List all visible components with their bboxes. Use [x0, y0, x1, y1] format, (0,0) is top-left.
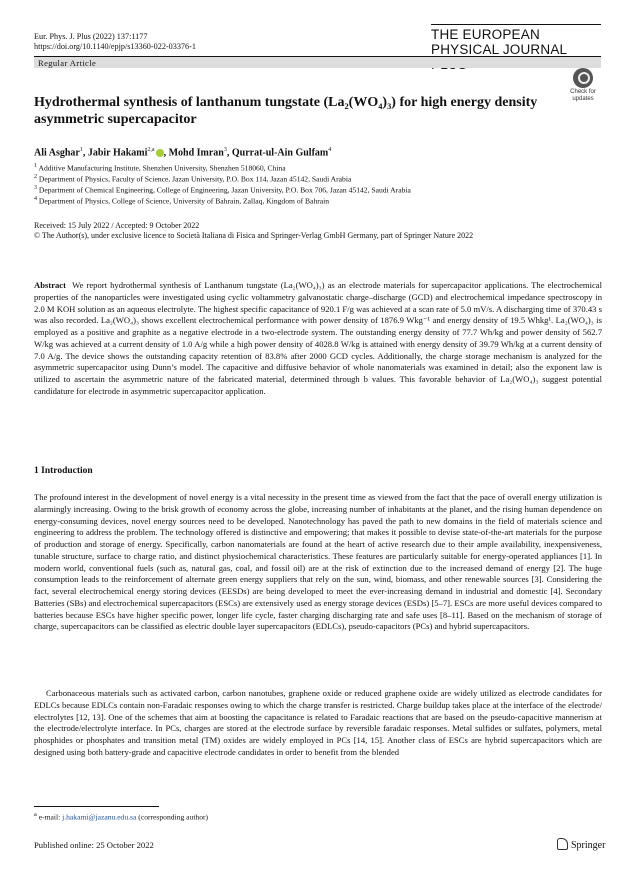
check-updates-label: [565, 89, 601, 102]
journal-name-line1: THE EUROPEAN: [431, 27, 540, 42]
author-sup: 4: [328, 147, 332, 153]
journal-citation: [34, 32, 196, 52]
article-dates: [34, 221, 473, 241]
affiliation: [34, 184, 411, 195]
abstract-label: Abstract: [34, 280, 66, 290]
article-type: Regular Article: [38, 58, 97, 68]
affil-num: 2: [34, 174, 37, 181]
check-updates-l2: updates: [572, 95, 594, 102]
abstract: [34, 280, 602, 398]
publisher-name: Springer: [571, 840, 606, 851]
abstract-text: We report hydrothermal synthesis of Lanthanum tungstate (La₂(WO₄)₃) as an electrode materials for supercapacitor applications. The electrochemical properties of the nanoparticles were investigated using cyclic voltammetry galvanostatic charge–discharge (GCD) and electrochemical impedance spectroscopy in 2.0 M KOH solution as an aqueous electrolyte. The highest specific capacitance of 920.1 F/g was achieved at a scan rate of 5.0 mV/s. A discharging time of 370.43 s was also recorded. La₂(WO₄)₃ shows excellent electrochemical performance with power density of 1876.9 Wkg⁻¹ and energy density of 19.5 Whkg¹. La₂(WO₄)₃ is employed as a positive and graphite as a negative electrode in a two-electrode system. The outstanding energy density of 77.7 Wh/kg and power density of 562.7 W/kg was achieved at a current density of 1.0 A/g while a high power density of 4028.8 W/kg is attained with energy density of 39.79 Wh/kg at a current density of 7.0 A/g. The device shows the outstanding capacity retention of 83.8% after 2000 GCD cycles. Additionally, the charge storage mechanism is analyzed for the asymmetric supercapacitor using Dunn’s model. The capacitive and diffusive behavior of whole nanomaterials was examined in detail; also the exponent law is utilized to ascertain the asymmetric nature of the fabricated material, determined through b values. This favorable behavior of La₂(WO₄)₃ suggest potential candidature for electrode in asymmetric supercapacitor application.: [34, 280, 602, 396]
journal-name-line2: PHYSICAL JOURNAL: [431, 42, 567, 57]
affiliation: [34, 173, 411, 184]
affil-text: Department of Chemical Engineering, College of Engineering, Jazan University, P.O. Box 706, Jazan 45142, Saudi Arabia: [38, 185, 411, 195]
affil-text: Additive Manufacturing Institute, Shenzhen University, Shenzhen 518060, China: [38, 163, 286, 173]
affil-num: 3: [34, 185, 37, 192]
footnote-prefix: e-mail:: [36, 812, 63, 822]
received-accepted: Received: 15 July 2022 / Accepted: 9 October 2022: [34, 221, 200, 230]
affiliation: [34, 162, 411, 173]
intro-paragraph-2: Carbonaceous materials such as activated carbon, carbon nanotubes, graphene oxide or reduced graphene oxide are widely utilized as electrode candidates for EDLCs because EDLCs contain non-Faradaic responses owing to which the charge transfer is restricted. Charge buildup takes place at the interface of the electrode/ electrolytes [12, 13]. One of the schemes that aim at boosting the capacitance is related to Faradaic reactions that are based on the pseudo-capacitive mannerism at the electrode/electrolyte interface. In PCs, charges are stored at the electrode surface by reversible faradaic responses. Metal sulfides or sulfates, polymers, metal phosphides or phosphates and transition metal (TM) oxides are widely employed in PCs [14, 15]. Another class of ESCs are hybrid supercapacitors which are designed using both battery-grade and capacitive electrode candidates in order to benefit from the blended: [34, 688, 602, 757]
intro-paragraph-1: The profound interest in the development of novel energy is a vital necessity in the present time as viewed from the fact that the pace of overall energy utilization is alarmingly increasing. Owing to the brisk growth of economy across the globe, increasing number of inhabitants at the planet, and the rising human dependence on energy-consuming devices, novel energy sources need to be developed. Nanotechnology has paved the path to new domains in the field of materials science and engineering to address the problem. The technology offered is distinctive and empowering; that makes it possible to devise state-of-the-art materials for the purpose of production and storage of energy. Specifically, carbon nanomaterials are found at the heart of active research due to their ample availability, inexpensiveness, tunable structure, surface to charge ratio, and distinct physiochemical characteristics. These features are particularly suitable for energy-operated appliances [1]. In modern world, conventional fuels (such as, natural gas, coal, and fossil oil) are at the risk of extinction due to the increased demand of energy [2]. The huge consumption leads to the reinforcement of alternate green energy suppliers that rely on the sun, wind, biomass, and other renewable sources [3]. Considering the fact, several electrochemical energy storing devices (EESDs) are being developed to meet the ever-increasing demand in industrial and domestic [4]. Secondary Batteries (SBs) and electrochemical supercapacitors (ESCs) are extensively used as energy storage devices (ESDs) [5–7]. ESCs are more useful devices compared to batteries because ESCs have higher specific power, longer life cycle, faster charging discharging rate and safe uses [8–11]. Based on the mechanism of storage of charge, supercapacitors can be classified as electric double layer supercapacitors (EDLCs), pseudo-capacitors (PCs) and hybrid supercapacitors.: [34, 492, 602, 632]
footnote-rule: [34, 806, 159, 807]
author-name[interactable]: Qurrat-ul-Ain Gulfam: [231, 147, 329, 159]
author-name[interactable]: Ali Asghar: [34, 147, 80, 159]
affil-num: 1: [34, 163, 37, 169]
publisher-logo: [557, 838, 605, 851]
affil-text: Department of Physics, College of Science, University of Bahrain, Zallaq, Kingdom of Bahrain: [38, 196, 330, 206]
affil-num: 4: [34, 196, 37, 203]
springer-horse-icon: [557, 838, 568, 850]
footnote-suffix: (corresponding author): [136, 812, 209, 822]
check-updates-l1: Check for: [570, 89, 596, 95]
author-sup: 1: [79, 147, 83, 153]
affiliation: [34, 195, 411, 206]
check-for-updates-button[interactable]: [565, 68, 601, 104]
article-type-bar: [34, 57, 601, 68]
author-name[interactable]: Jabir Hakami: [87, 147, 148, 159]
published-date: Published online: 25 October 2022: [34, 840, 154, 850]
footnote-marker: a: [34, 811, 37, 818]
author-name[interactable]: Mohd Imran: [168, 147, 224, 159]
footnote: [34, 811, 208, 822]
check-updates-icon: [573, 68, 593, 88]
citation-line: Eur. Phys. J. Plus (2022) 137:1177: [34, 32, 148, 41]
email-link[interactable]: j.hakami@jazanu.edu.sa: [62, 812, 137, 822]
author-list: Ali Asghar$^1$, Jabir Hakami$^{2,a}$ , Mohd Imran$^3$, Qurrat-ul-Ain Gulfam$^4$: [34, 147, 332, 159]
affiliations: [34, 162, 411, 207]
license-line: © The Author(s), under exclusive licence to Società Italiana di Fisica and Springer-Verlag GmbH Germany, part of Springer Nature 2022: [34, 230, 474, 240]
paper-title: Hydrothermal synthesis of lanthanum tungstate (La₂(WO₄)₃) for high energy density asymmetric supercapacitor: [34, 95, 538, 127]
orcid-icon[interactable]: [156, 149, 164, 157]
doi-link[interactable]: https://doi.org/10.1140/epjp/s13360-022-03376-1: [34, 42, 196, 51]
section-heading: 1 Introduction: [34, 466, 93, 476]
author-sup: 2,a: [147, 147, 155, 153]
affil-text: Department of Physics, Faculty of Science, Jazan University, P.O. Box 114, Jazan 45142, Saudi Arabia: [38, 174, 352, 184]
author-sup: 3: [223, 147, 227, 153]
